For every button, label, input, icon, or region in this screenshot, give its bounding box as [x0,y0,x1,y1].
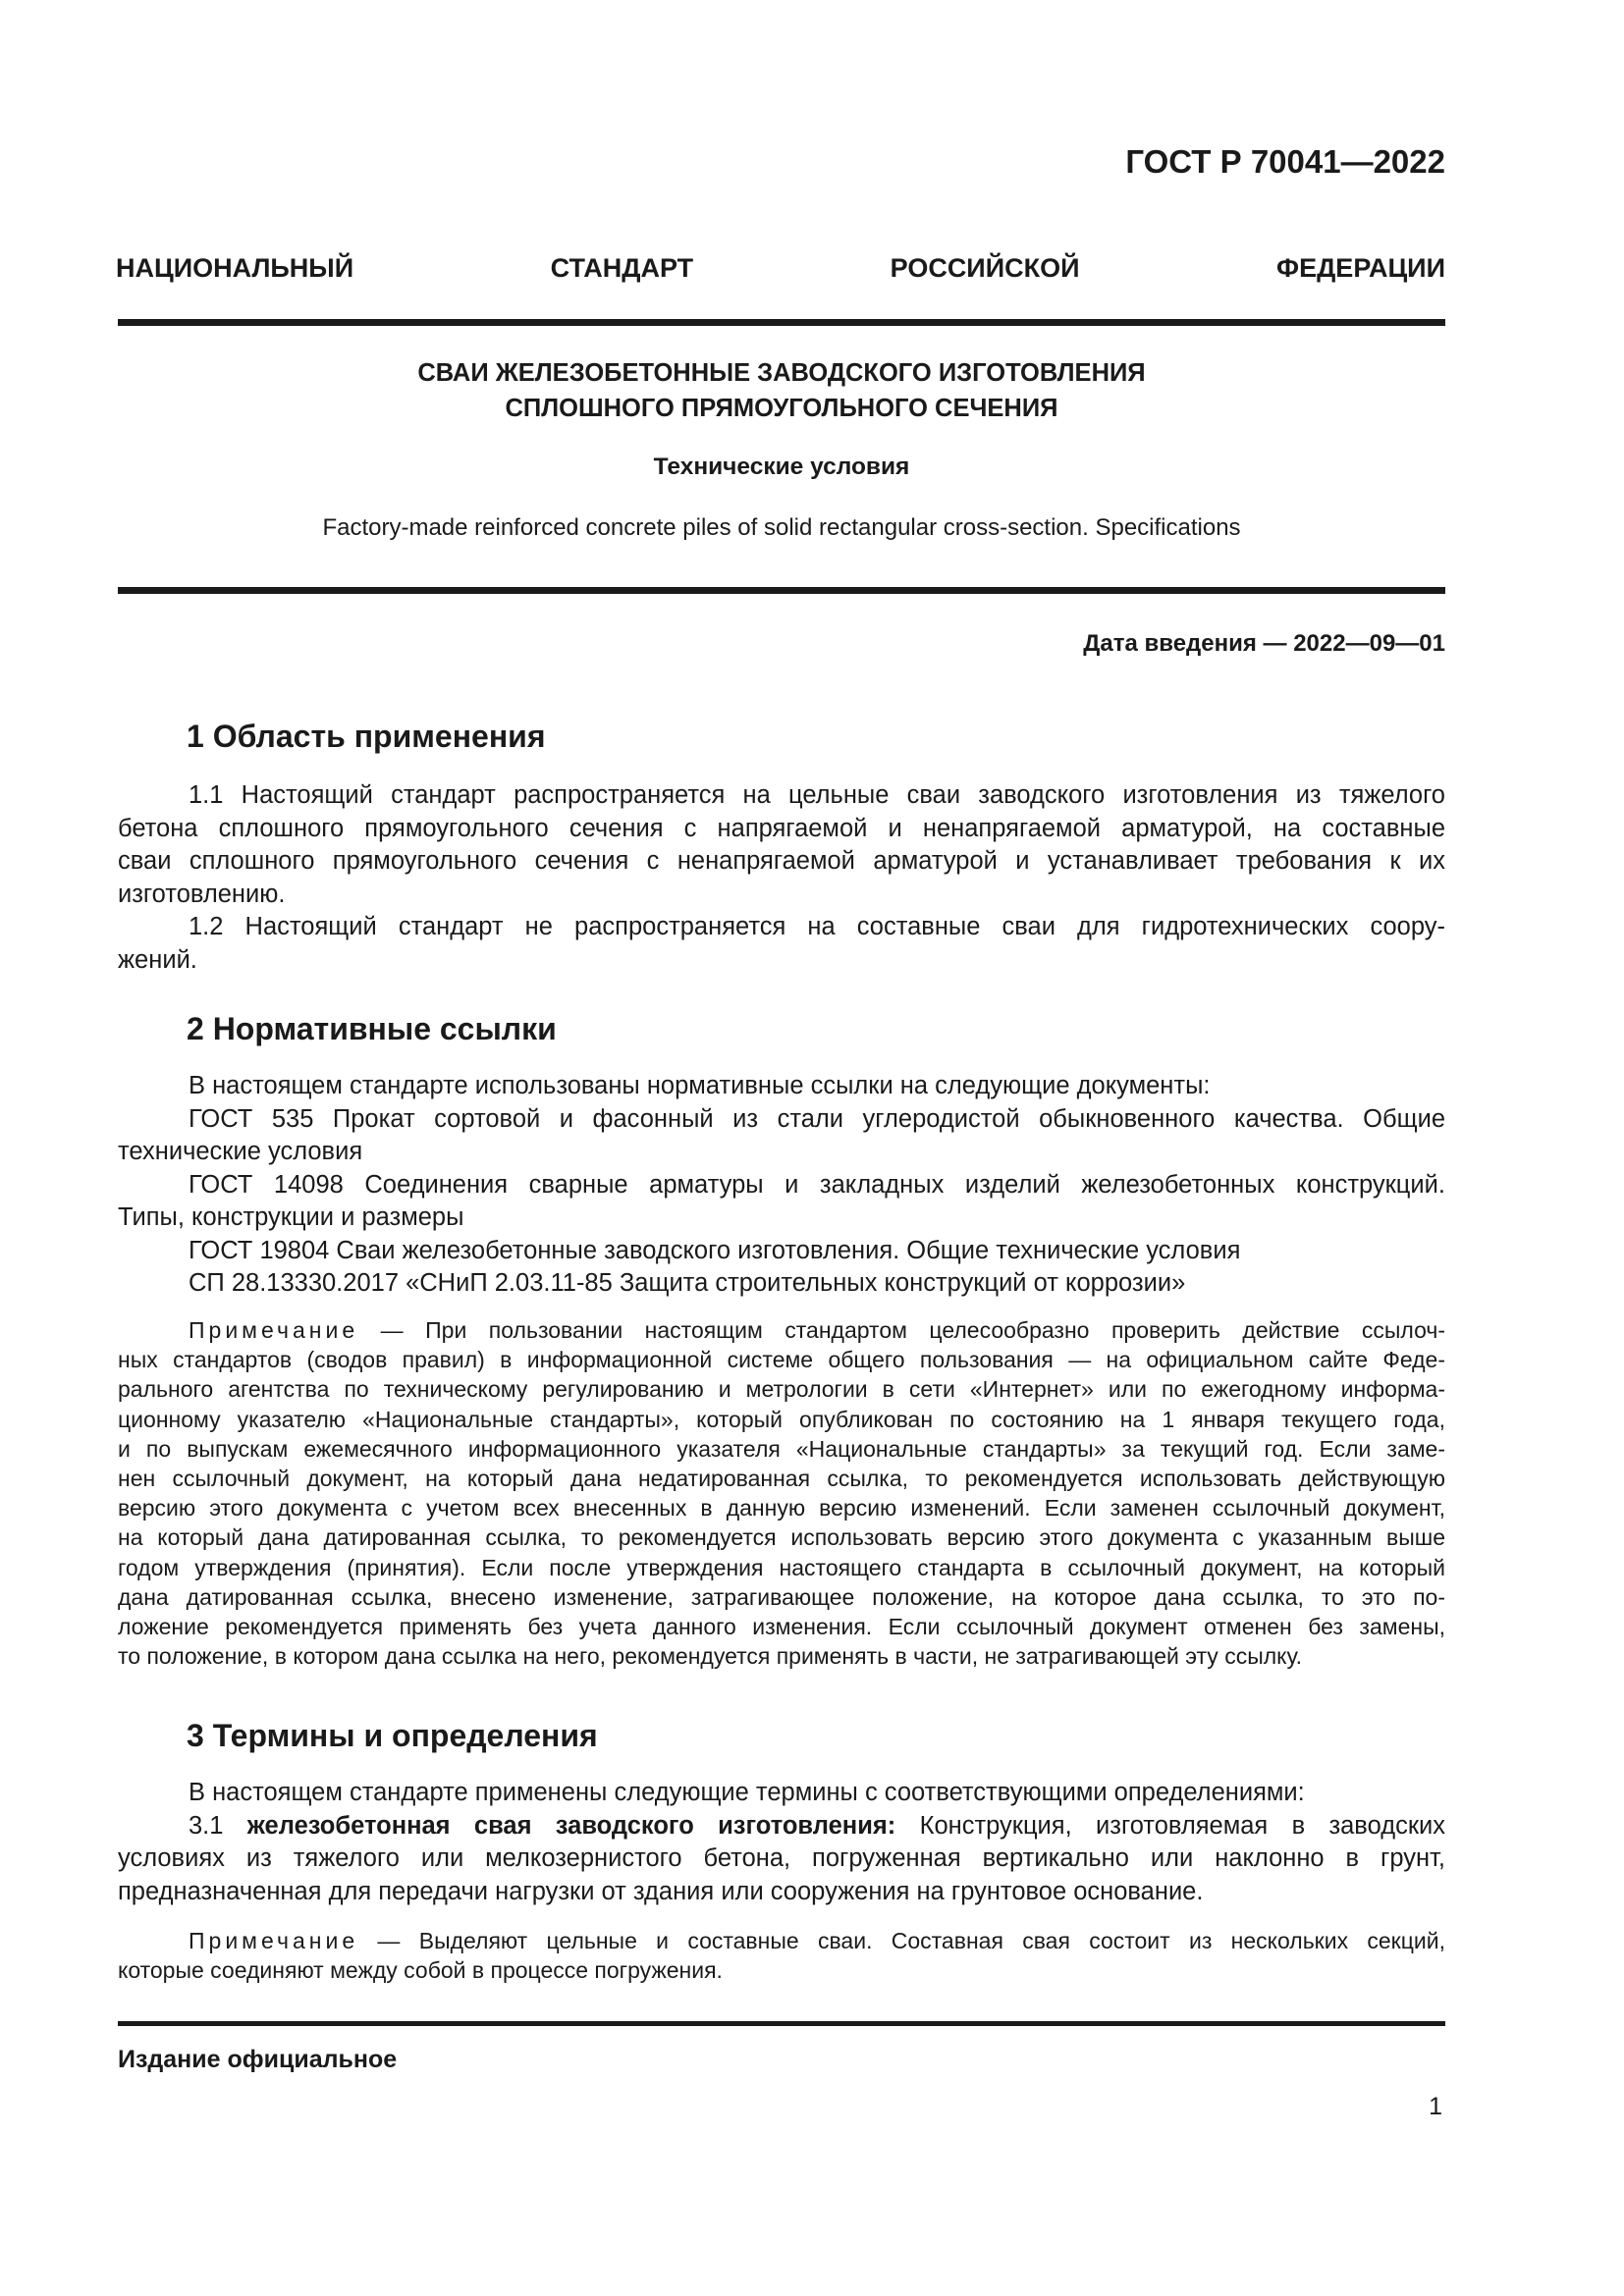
section-1-heading: 1 Область применения [187,719,546,754]
section-1-body [118,779,1445,977]
national-standard-banner: НАЦИОНАЛЬНЫЙ СТАНДАРТ РОССИЙСКОЙ ФЕДЕРАЦИИ [116,253,1445,283]
introduction-date: Дата введения — 2022—09—01 [1083,630,1445,657]
note-line: версию этого документа с учетом всех внесенных в данную версию изменений. Если заменен ссылочный документ, [118,1495,1445,1522]
note-label: Примечание [189,1928,359,1953]
document-title [118,355,1445,426]
section-2-body [118,1070,1445,1301]
paragraph-line: 1.2 Настоящий стандарт не распространяется на составные сваи для гидротехнических соору- [189,913,1445,940]
reference-line: СП 28.13330.2017 «СНиП 2.03.11-85 Защита строительных конструкций от коррозии» [189,1269,1186,1297]
reference-line: ГОСТ 14098 Соединения сварные арматуры и закладных изделий железобетонных конструкций. [189,1170,1445,1199]
note-line: рального агентства по техническому регулированию и метрологии в сети «Интернет» или по ежегодному информа- [118,1376,1445,1403]
term-line: предназначенная для передачи нагрузки от здания или сооружения на грунтовое основание. [118,1877,1204,1905]
document-subtitle: Технические условия [653,454,910,480]
term-definition: Конструкция, изготовляемая в заводских [919,1811,1445,1840]
term-line: условиях из тяжелого или мелкозернистого бетона, погруженная вертикально или наклонно в грунт, [118,1844,1445,1872]
note-line: то положение, в котором дана ссылка на него, рекомендуется применять в части, не затрагивающей эту ссылку. [118,1643,1303,1670]
title-line-1: СВАИ ЖЕЛЕЗОБЕТОННЫЕ ЗАВОДСКОГО ИЗГОТОВЛЕНИЯ [417,359,1146,387]
footer-rule [118,2021,1445,2026]
reference-line: технические условия [118,1138,363,1165]
paragraph-line: 1.1 Настоящий стандарт распространяется на цельные сваи заводского изготовления из тяжелого [189,781,1445,809]
note-line: ных стандартов (сводов правил) в информационной системе общего пользования — на официальном сайте Феде- [118,1347,1445,1373]
section-2-heading: 2 Нормативные ссылки [187,1011,557,1046]
section-2-note [118,1315,1445,1671]
section-3-body [118,1777,1445,1908]
section-3-note [118,1926,1445,1985]
official-edition-label: Издание официальное [118,2046,398,2073]
paragraph-line: сваи сплошного прямоугольного сечения с ненапрягаемой арматурой и устанавливает требования к их [118,847,1445,875]
note-text: — При пользовании настоящим стандартом целесообразно проверить действие ссылоч- [358,1317,1445,1343]
page-number: 1 [1429,2093,1442,2120]
note-line: дана датированная ссылка, внесено изменение, затрагивающее положение, на которое дана ссылка, то это по- [118,1583,1445,1610]
note-line: на который дана датированная ссылка, то рекомендуется использовать версию этого документа с указанным выше [118,1524,1445,1551]
paragraph-line: бетона сплошного прямоугольного сечения с напрягаемой и ненапрягаемой арматурой, на составные [118,814,1445,842]
note-line: и по выпускам ежемесячного информационного указателя «Национальные стандарты» за текущий год. Если заме- [118,1435,1445,1462]
note-line: ционному указателю «Национальные стандарты», который опубликован по состоянию на 1 января текущего года, [118,1406,1445,1432]
note-line [118,1926,1445,1955]
title-line-2: СПЛОШНОГО ПРЯМОУГОЛЬНОГО СЕЧЕНИЯ [505,395,1058,422]
title-bottom-rule [118,587,1445,594]
term-line [118,1810,1445,1843]
reference-line: ГОСТ 19804 Сваи железобетонные заводского изготовления. Общие технические условия [189,1236,1241,1264]
document-number: ГОСТ Р 70041—2022 [1125,143,1445,180]
reference-line: ГОСТ 535 Прокат сортовой и фасонный из стали углеродистой обыкновенного качества. Общие [189,1104,1445,1133]
paragraph-line: изготовлению. [118,880,286,908]
term-name: железобетонная свая заводского изготовления: [246,1811,896,1840]
english-title: Factory-made reinforced concrete piles of solid rectangular cross-section. Specifications [322,514,1241,541]
note-line: годом утверждения (принятия). Если после утверждения настоящего стандарта в ссылочный документ, на который [118,1554,1445,1580]
reference-line: Типы, конструкции и размеры [118,1203,464,1231]
paragraph-line: жений. [118,945,197,974]
note-label: Примечание [189,1317,359,1343]
note-line: ложение рекомендуется применять без учета данного изменения. Если ссылочный документ отменен без замены, [118,1613,1445,1639]
paragraph-line: В настоящем стандарте применены следующие термины с соответствующими определениями: [189,1779,1305,1806]
term-number: 3.1 [189,1811,224,1840]
note-line: которые соединяют между собой в процессе погружения. [118,1957,723,1984]
section-3-heading: 3 Термины и определения [187,1718,598,1753]
note-line: нен ссылочный документ, на который дана недатированная ссылка, то рекомендуется использовать действующую [118,1465,1445,1491]
paragraph-line: В настоящем стандарте использованы нормативные ссылки на следующие документы: [189,1072,1211,1099]
note-text: — Выделяют цельные и составные сваи. Составная свая состоит из нескольких секций, [358,1928,1445,1953]
note-line [118,1315,1445,1345]
top-rule [118,319,1445,326]
